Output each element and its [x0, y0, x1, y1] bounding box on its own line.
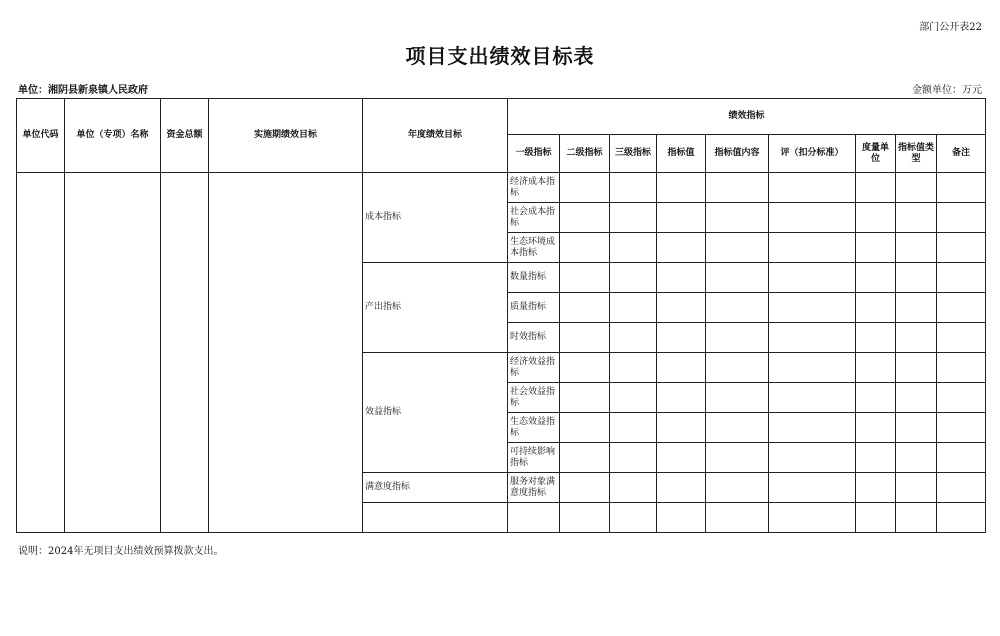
header-measure-unit: 度量单位: [856, 135, 896, 173]
header-annual-goal: 年度绩效目标: [363, 99, 508, 173]
unit-name-label: 单位：湘阴县新泉镇人民政府: [18, 85, 148, 96]
cell-period-goal: [209, 173, 363, 533]
header-level2: 二级指标: [560, 135, 610, 173]
indicator-label: 质量指标: [508, 293, 560, 323]
header-remark: 备注: [937, 135, 986, 173]
indicator-label: 社会效益指标: [508, 383, 560, 413]
indicator-label: 可持续影响指标: [508, 443, 560, 473]
indicator-label: 经济效益指标: [508, 353, 560, 383]
header-level3: 三级指标: [610, 135, 657, 173]
cell-unit-name: [65, 173, 161, 533]
group-label-satisfaction: 满意度指标: [363, 473, 508, 503]
header-period-goal: 实施期绩效目标: [209, 99, 363, 173]
header-total-funds: 资金总额: [161, 99, 209, 173]
header-level1: 一级指标: [508, 135, 560, 173]
footnote: 说明：2024年无项目支出绩效预算拨款支出。: [18, 546, 224, 557]
indicator-label: 数量指标: [508, 263, 560, 293]
indicator-label: 时效指标: [508, 323, 560, 353]
amount-unit-label: 金额单位：万元: [912, 85, 982, 96]
table-number-label: 部门公开表22: [919, 22, 982, 33]
group-label-benefit: 效益指标: [363, 353, 508, 473]
header-value-type: 指标值类型: [896, 135, 937, 173]
indicator-label: 社会成本指标: [508, 203, 560, 233]
page-title: 项目支出绩效目标表: [405, 44, 595, 68]
cell-total-funds: [161, 173, 209, 533]
cell-unit-code: [17, 173, 65, 533]
performance-target-table: [16, 98, 986, 533]
indicator-label: 生态效益指标: [508, 413, 560, 443]
header-indicators: 绩效指标: [508, 99, 986, 135]
group-label-cost: 成本指标: [363, 173, 508, 263]
header-scoring: 评（扣分标准）: [769, 135, 856, 173]
header-unit-name: 单位（专项）名称: [65, 99, 161, 173]
header-value: 指标值: [657, 135, 706, 173]
indicator-label: 服务对象满意度指标: [508, 473, 560, 503]
group-label-output: 产出指标: [363, 263, 508, 353]
indicator-label: 经济成本指标: [508, 173, 560, 203]
header-value-content: 指标值内容: [706, 135, 769, 173]
header-unit-code: 单位代码: [17, 99, 65, 173]
indicator-label: 生态环境成本指标: [508, 233, 560, 263]
